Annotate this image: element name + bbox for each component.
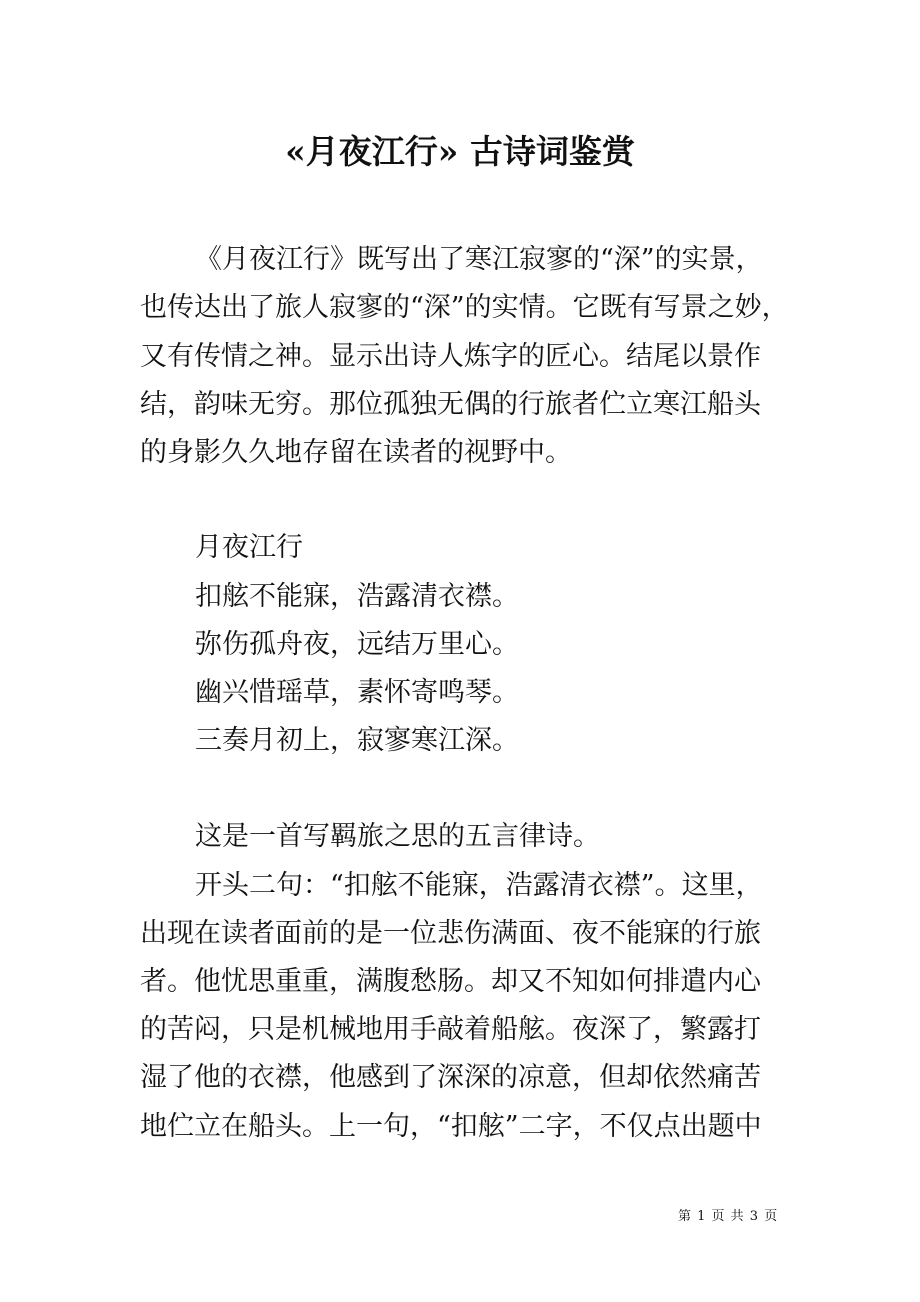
poem-line: 幽兴惜瑶草，素怀寄鸣琴。 bbox=[195, 677, 519, 708]
intro-line: 的身影久久地存留在读者的视野中。 bbox=[140, 437, 572, 468]
analysis-line: 的苦闷，只是机械地用手敲着船舷。夜深了，繁露打 bbox=[140, 1014, 761, 1045]
analysis-line: 这是一首写羁旅之思的五言律诗。 bbox=[195, 821, 600, 852]
page-number-footer: 第 1 页 共 3 页 bbox=[678, 1209, 779, 1224]
intro-line: 《月夜江行》既写出了寒江寂寥的“深”的实景， bbox=[195, 244, 763, 275]
poem-line: 弥伤孤舟夜，远结万里心。 bbox=[195, 629, 519, 660]
intro-line: 结，韵味无穷。那位孤独无偶的行旅者伫立寒江船头 bbox=[140, 389, 761, 420]
analysis-line: 开头二句：“扣舷不能寐，浩露清衣襟”。这里， bbox=[195, 870, 763, 901]
poem-line: 三奏月初上，寂寥寒江深。 bbox=[195, 725, 519, 756]
intro-line: 又有传情之神。显示出诗人炼字的匠心。结尾以景作 bbox=[140, 341, 761, 372]
intro-line: 也传达出了旅人寂寥的“深”的实情。它既有写景之妙， bbox=[140, 292, 789, 323]
analysis-line: 出现在读者面前的是一位悲伤满面、夜不能寐的行旅 bbox=[140, 918, 761, 949]
analysis-line: 者。他忧思重重，满腹愁肠。却又不知如何排遣内心 bbox=[140, 966, 761, 997]
analysis-line: 湿了他的衣襟，他感到了深深的凉意，但却依然痛苦 bbox=[140, 1062, 761, 1093]
page-title: «月夜江行» 古诗词鉴赏 bbox=[285, 132, 635, 171]
poem-title: 月夜江行 bbox=[195, 532, 303, 563]
analysis-line: 地伫立在船头。上一句，“扣舷”二字，不仅点出题中 bbox=[140, 1111, 762, 1142]
poem-line: 扣舷不能寐，浩露清衣襟。 bbox=[195, 581, 519, 612]
